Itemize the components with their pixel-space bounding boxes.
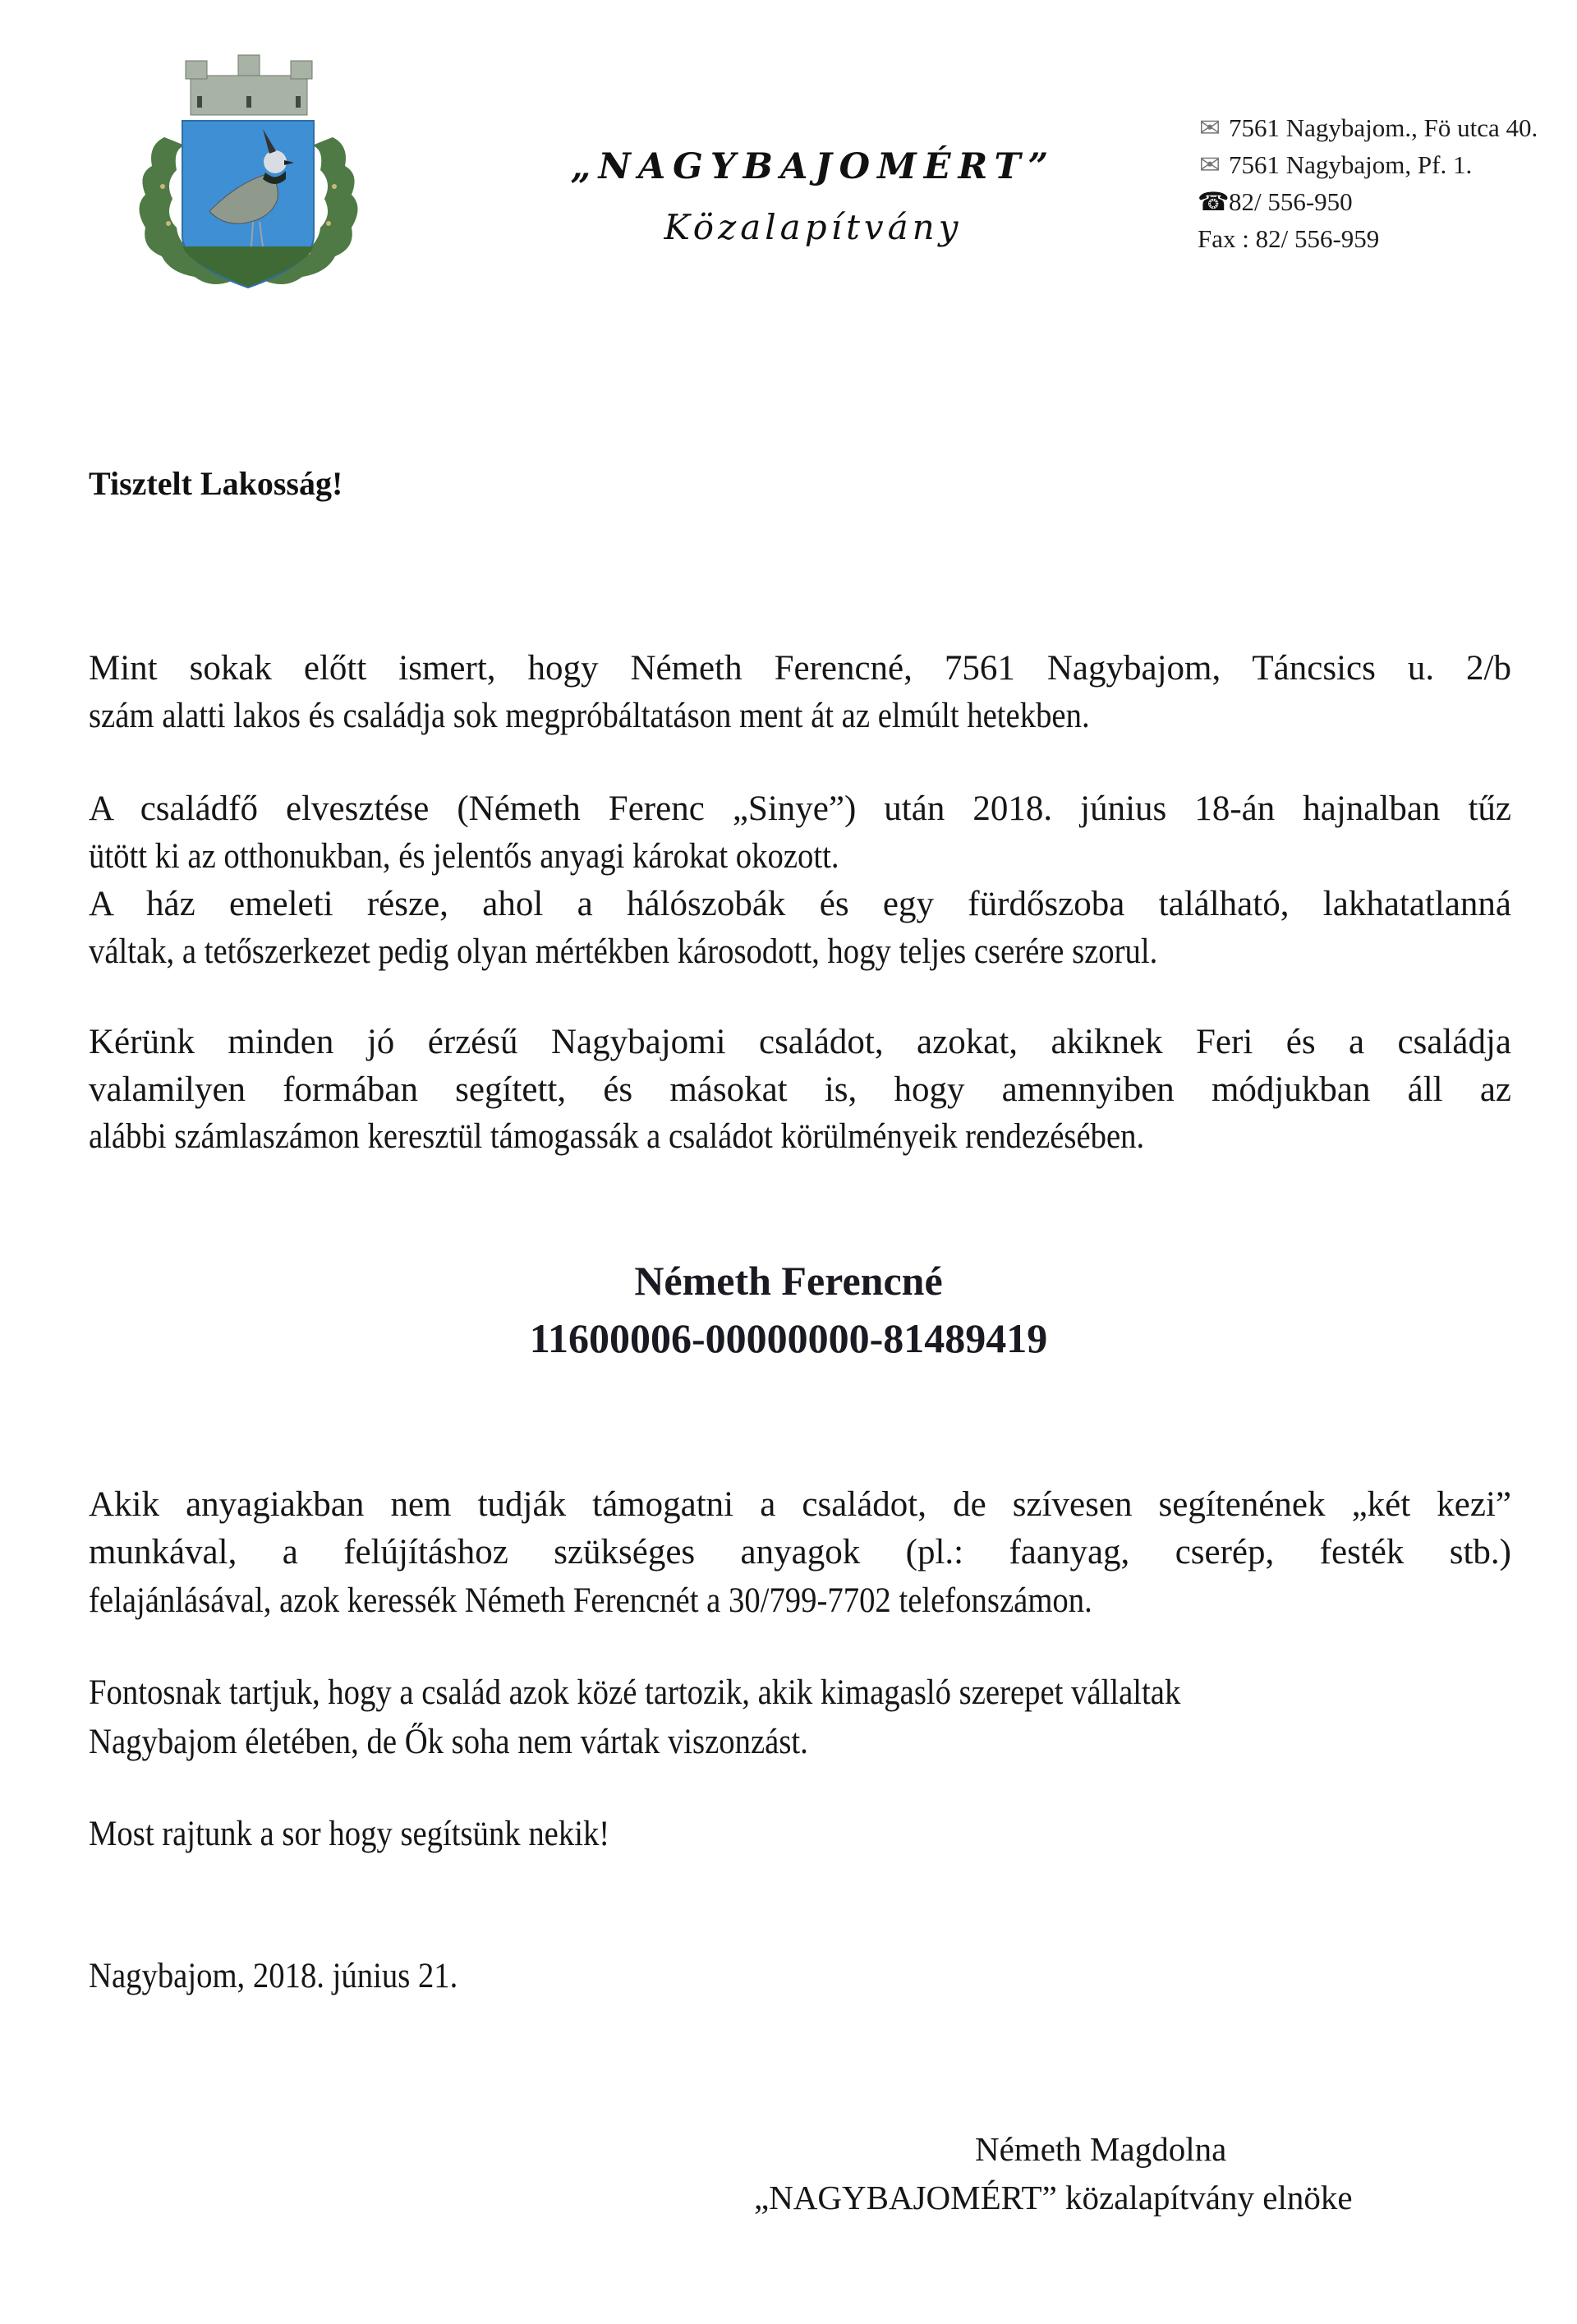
contact-address xyxy=(1198,112,1538,145)
account-number: 11600006-00000000-81489419 xyxy=(529,1315,1048,1361)
contact-address-text: 7561 Nagybajom., Fö utca 40. xyxy=(1229,113,1538,142)
contact-phone xyxy=(1198,186,1353,219)
greeting: Tisztelt Lakosság! xyxy=(89,465,343,502)
contact-po-box xyxy=(1198,149,1472,182)
paragraph-line: alábbi számlaszámon keresztül támogassák a családot körülményeik rendezésében. xyxy=(89,1117,1145,1156)
paragraph-line: felajánlásával, azok keressék Németh Ferencnét a 30/799-7702 telefonszámon. xyxy=(89,1581,1092,1620)
paragraph-line: váltak, a tetőszerkezet pedig olyan mértékben károsodott, hogy teljes cserére szorul. xyxy=(89,932,1158,971)
contact-fax-text: Fax : 82/ 556-959 xyxy=(1198,224,1380,253)
closing-call: Most rajtunk a sor hogy segítsünk nekik! xyxy=(89,1815,610,1853)
paragraph-line: A ház emeleti része, ahol a hálószobák és egy fürdőszoba található, lakhatatlanná xyxy=(89,885,1511,923)
paragraph-line: ütött ki az otthonukban, és jelentős anyagi károkat okozott. xyxy=(89,837,839,876)
contact-phone-text: 82/ 556-950 xyxy=(1229,187,1353,216)
contact-po-box-text: 7561 Nagybajom, Pf. 1. xyxy=(1229,150,1473,179)
coat-of-arms-logo xyxy=(131,51,366,297)
contact-fax xyxy=(1198,223,1379,255)
paragraph-line: Mint sokak előtt ismert, hogy Németh Ferencné, 7561 Nagybajom, Táncsics u. 2/b xyxy=(89,649,1511,688)
foundation-subtitle: Közalapítvány xyxy=(664,207,963,247)
paragraph-line: A családfő elvesztése (Németh Ferenc „Sinye”) után 2018. június 18-án hajnalban tűz xyxy=(89,789,1511,828)
envelope-icon: ✉ xyxy=(1199,113,1221,142)
coat-of-arms-icon xyxy=(131,51,366,297)
phone-icon: ☎ xyxy=(1198,187,1230,216)
paragraph-line: Kérünk minden jó érzésű Nagybajomi családot, azokat, akiknek Feri és a családja xyxy=(89,1023,1511,1061)
paragraph-line: munkával, a felújításhoz szükséges anyagok (pl.: faanyag, cserép, festék stb.) xyxy=(89,1533,1511,1572)
paragraph-line: Nagybajom életében, de Ők soha nem vártak viszonzást. xyxy=(89,1723,808,1761)
foundation-title: „NAGYBAJOMÉRT” xyxy=(570,146,1056,187)
signature-title: „NAGYBAJOMÉRT” közalapítvány elnöke xyxy=(754,2179,1353,2216)
paragraph-line: valamilyen formában segített, és másokat is, hogy amennyiben módjukban áll az xyxy=(89,1070,1511,1109)
paragraph-line: Fontosnak tartjuk, hogy a család azok közé tartozik, akik kimagasló szerepet vállaltak xyxy=(89,1673,1181,1712)
paragraph-line: szám alatti lakos és családja sok megpróbáltatáson ment át az elmúlt hetekben. xyxy=(89,697,1090,735)
envelope-icon: ✉ xyxy=(1199,150,1221,179)
signature-name: Németh Magdolna xyxy=(975,2130,1227,2168)
paragraph-line: Akik anyagiakban nem tudják támogatni a családot, de szívesen segítenének „két kezi” xyxy=(89,1485,1511,1524)
account-holder: Németh Ferencné xyxy=(634,1258,943,1304)
date-line: Nagybajom, 2018. június 21. xyxy=(89,1957,458,1995)
